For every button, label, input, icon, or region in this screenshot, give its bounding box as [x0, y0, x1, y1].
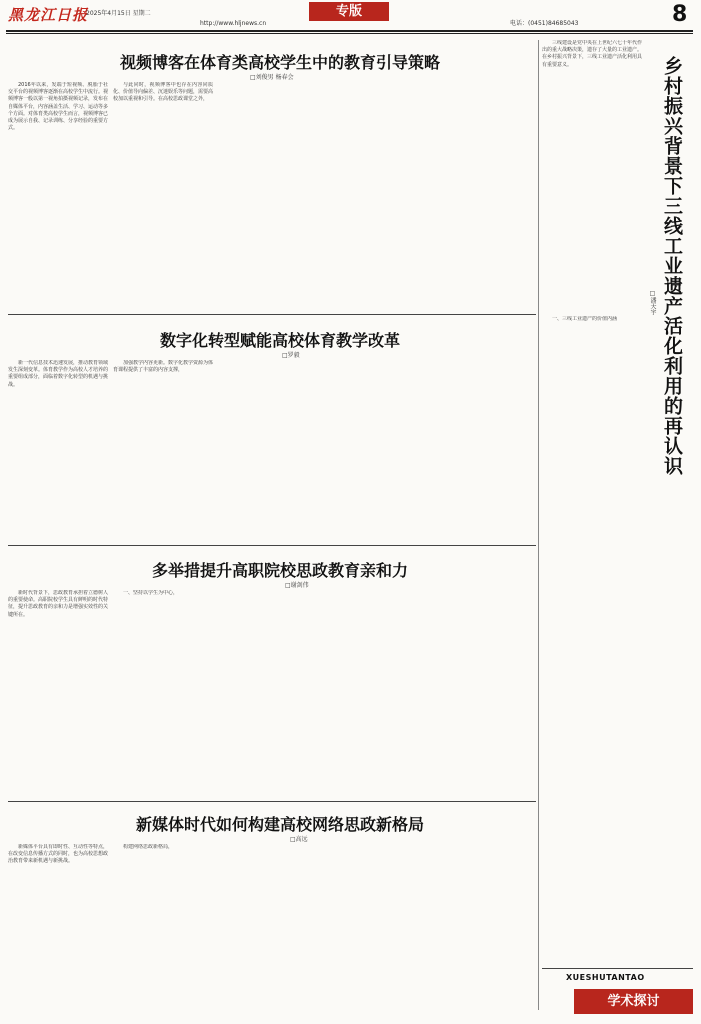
article-2-byline: □罗毅 [282, 352, 300, 359]
article-1-col-4 [323, 82, 423, 310]
article-3-byline: □谢剑伟 [285, 582, 309, 589]
article-1-col-5 [428, 82, 528, 310]
article-4-col-4 [323, 844, 423, 1018]
article-2-col-3 [218, 360, 318, 542]
section-label: 学术探讨 [607, 994, 660, 1009]
separator [8, 801, 536, 802]
article-4-title: 新媒体时代如何构建高校网络思政新格局 [135, 815, 424, 834]
article-1-col-1 [8, 82, 108, 310]
article-4-col-1 [8, 844, 108, 1018]
article-5-col-2 [542, 316, 693, 966]
article-1-col-2 [113, 82, 213, 310]
article-2-col-4 [323, 360, 423, 542]
article-2-paragraph: 新一代信息技术迅速发展，推动教育领域发生深刻变革。体育教学作为高校人才培养的重要组成部分，面临着数字化转型的机遇与挑战。 [8, 360, 108, 388]
article-3-col-4 [323, 590, 423, 797]
article-5-title: 乡村振兴背景下三线工业遗产活化利用的再认识 [661, 56, 683, 476]
article-5-col-1 [542, 40, 642, 310]
article-3-col-5 [428, 590, 528, 797]
article-2-col-1 [8, 360, 108, 542]
article-4-paragraph: 构建网络思政新格局， [123, 844, 174, 850]
article-3-col-2 [113, 590, 213, 797]
article-4-col-3 [218, 844, 318, 1018]
article-1-col-3 [218, 82, 318, 310]
article-5-byline: □潘天宇 [649, 290, 656, 315]
website-url[interactable]: http://www.hljnews.cn [200, 20, 267, 27]
page-number: 8 [672, 2, 688, 27]
separator [542, 968, 693, 969]
article-3-paragraph: 新时代背景下，思政教育承担着立德树人的重要使命。高职院校学生具有鲜明的时代特征，提升思政教育的亲和力是增强实效性的关键所在。 [8, 590, 108, 618]
section-name-latin: XUESHUTANTAO [566, 973, 645, 982]
article-3-col-1 [8, 590, 108, 797]
separator [8, 314, 536, 315]
article-2-paragraph: 加强教学内容更新。数字化教学资源为体育课程提供了丰富的内容支撑， [113, 360, 213, 374]
section-tag: 专版 [309, 2, 389, 21]
article-1-paragraph: 与此同时，视频博客中也存在内容同质化、价值导向偏差、沉迷娱乐等问题，需要高校加以重视和引导。在高校思政课堂之外， [113, 82, 213, 103]
article-4-col-2 [113, 844, 213, 1018]
header-rule-thin [6, 33, 693, 34]
article-5-paragraph: 三线建设是党中央在上世纪六七十年代作出的重大战略决策，遗存了大量的工业遗产。在乡村振兴背景下，三线工业遗产活化利用具有重要意义。 [542, 40, 642, 68]
article-4-paragraph: 新媒体平台具有即时性、互动性等特点，在改变信息传播方式的同时，也为高校思想政治教育带来新机遇与新挑战。 [8, 844, 108, 865]
phone-number: 电话：(0451)84685043 [510, 20, 579, 27]
article-1-paragraph: 2016年以来，发端于短视频、脱胎于社交平台的视频博客逐渐在高校学生中流行。视频博客一般以第一视角拍摄视频记录，发布在自媒体平台，内容涵盖生活、学习、运动等多个方面。对体育类高校学生而言，视频博客已成为展示自我、记录训练、分享经验的重要方式。 [8, 82, 108, 132]
article-5-paragraph: 一、三线工业遗产的价值内涵 [552, 316, 618, 322]
header-rule [6, 30, 693, 32]
article-2-col-5 [428, 360, 528, 542]
article-3-col-3 [218, 590, 318, 797]
article-4-col-5 [428, 844, 528, 1018]
article-1-title: 视频博客在体育类高校学生中的教育引导策略 [119, 53, 440, 72]
article-2-col-2 [113, 360, 213, 542]
newspaper-logo: 黑龙江日报 [8, 6, 89, 24]
issue-date: 2025年4月15日 星期二 [86, 10, 151, 17]
article-3-title: 多举措提升高职院校思政教育亲和力 [151, 561, 408, 580]
article-1-byline: □刘俊男 杨春会 [250, 74, 294, 81]
article-4-byline: □高远 [290, 836, 308, 843]
article-3-paragraph: 一、坚持以学生为中心， [123, 590, 179, 596]
column-divider [538, 40, 539, 1010]
masthead [0, 0, 701, 30]
article-2-title: 数字化转型赋能高校体育教学改革 [159, 331, 400, 350]
separator [8, 545, 536, 546]
